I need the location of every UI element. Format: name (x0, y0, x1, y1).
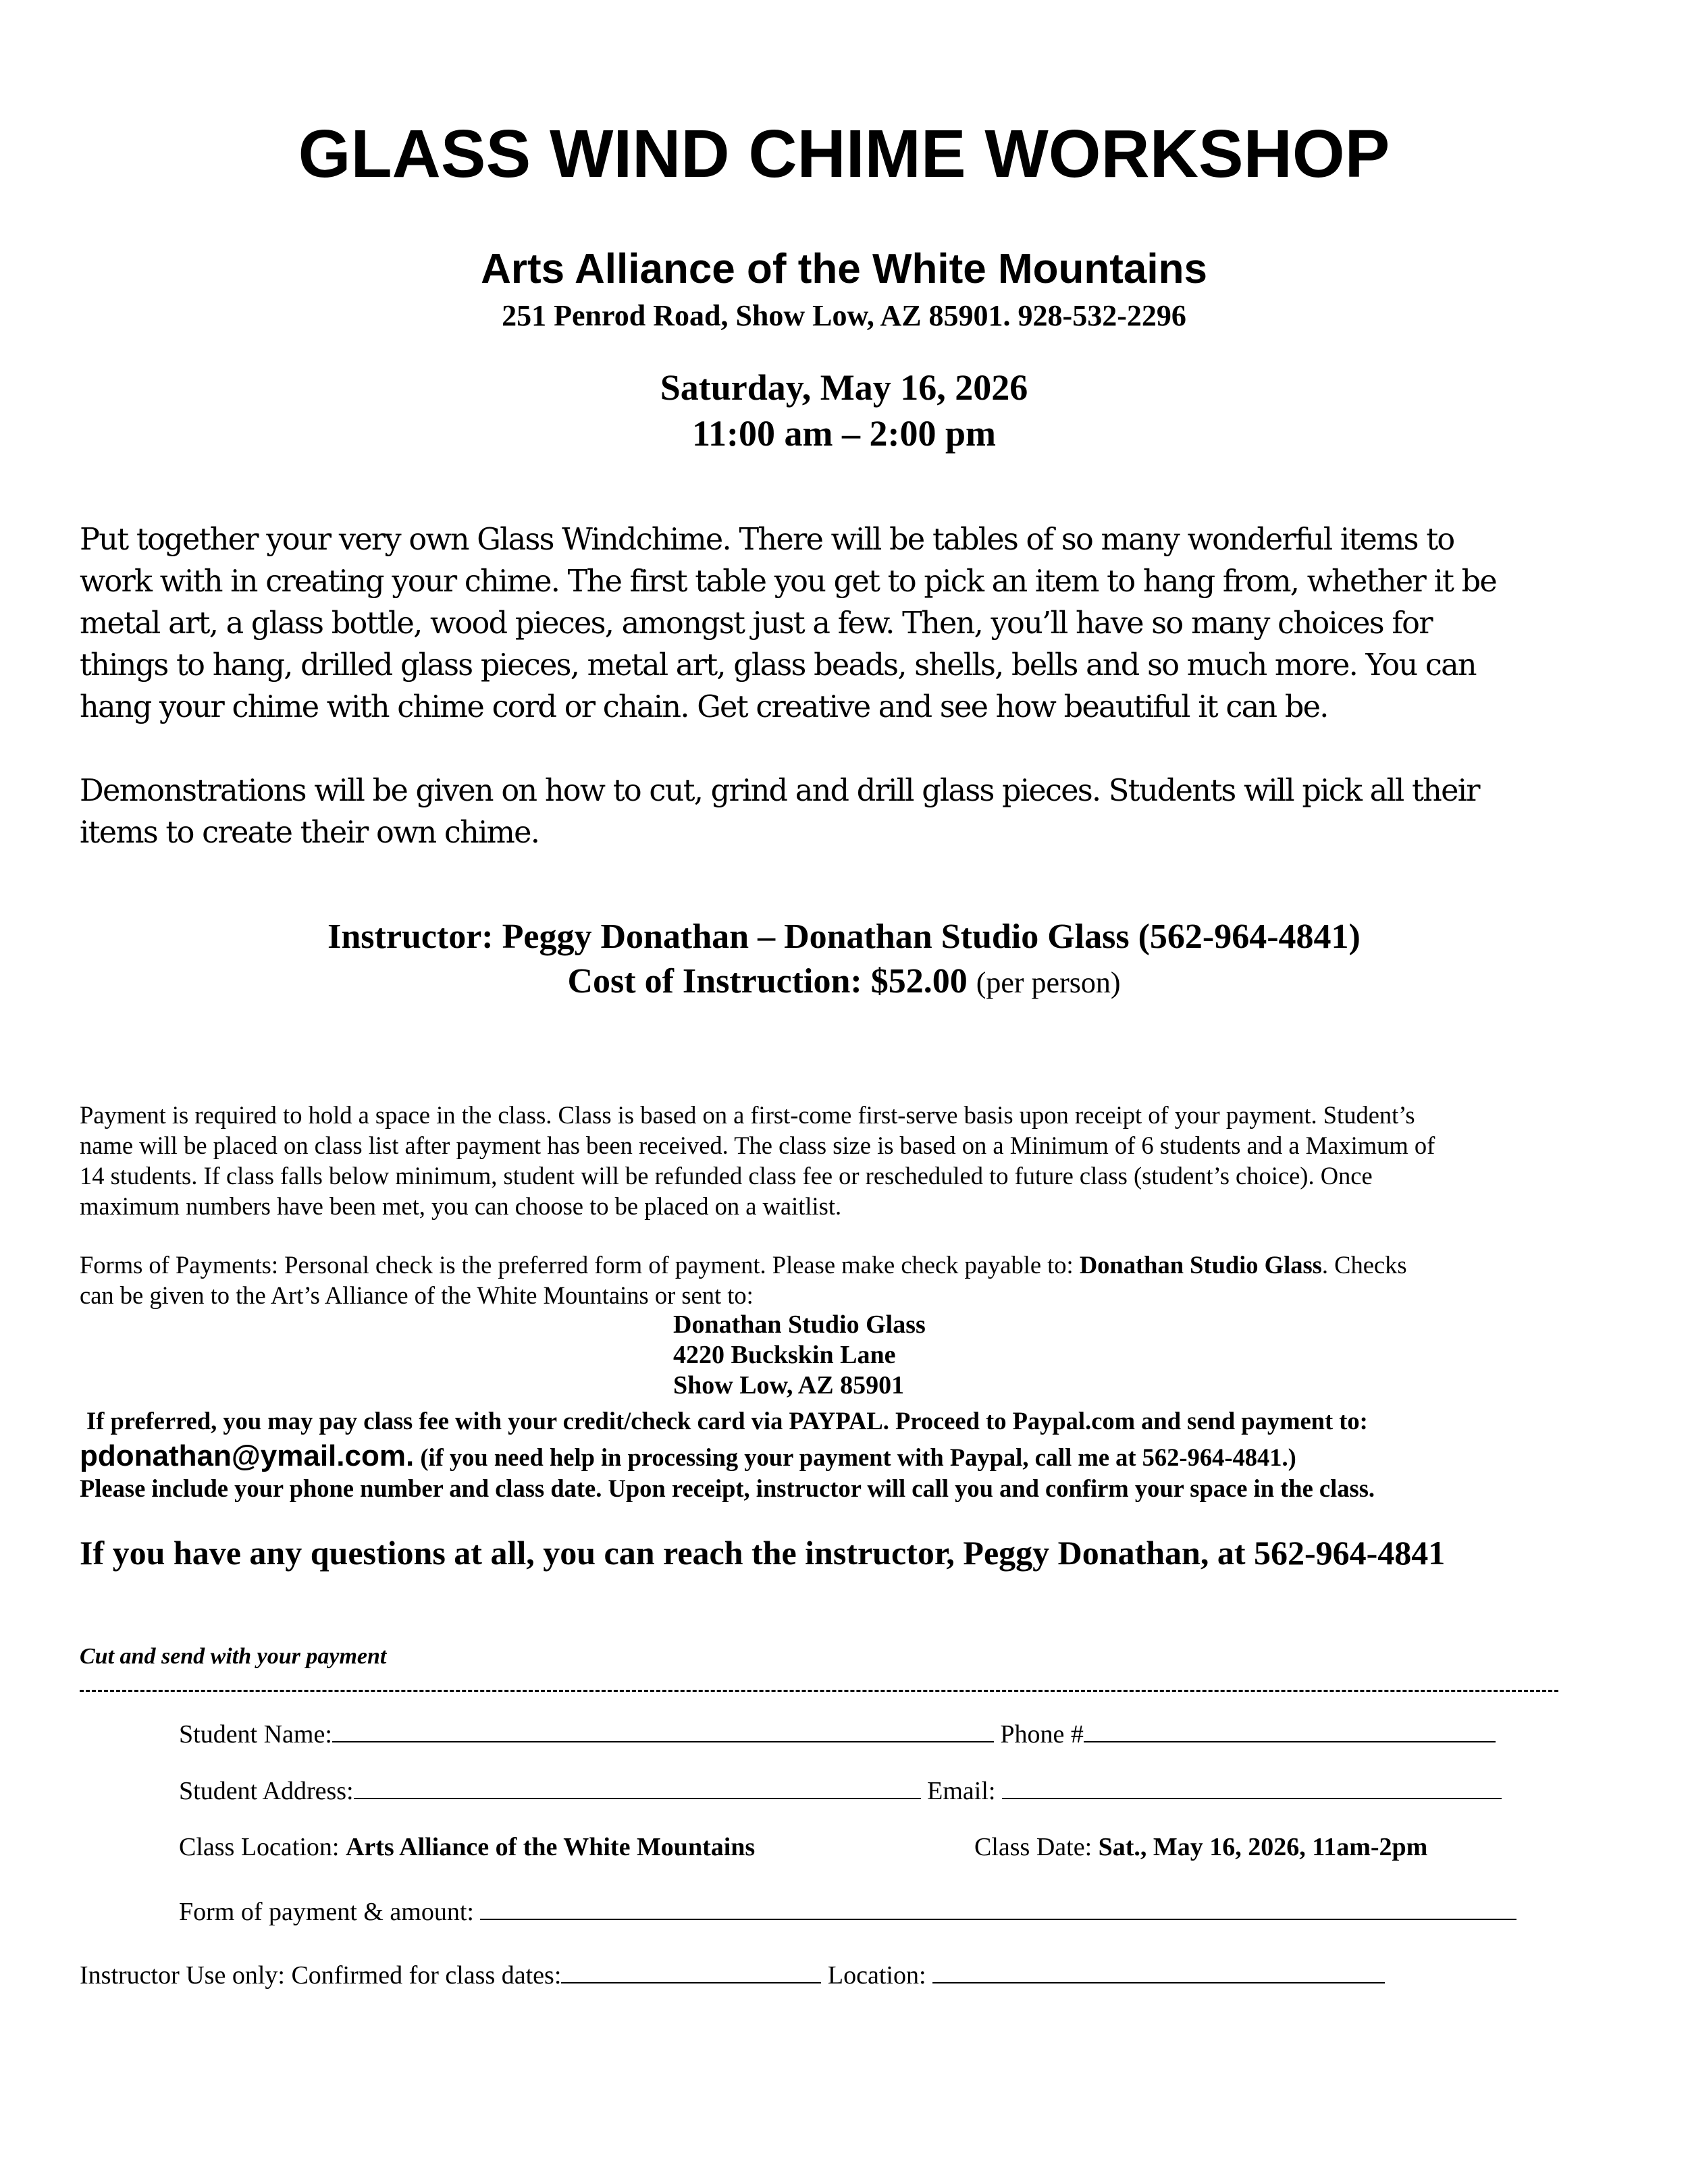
location-label: Location: (827, 1961, 926, 1990)
description-line: Demonstrations will be given on how to cut, grind and drill glass pieces. Students will pick all their (80, 774, 1479, 808)
description-line: Put together your very own Glass Windchime. There will be tables of so many wonderful items to (80, 523, 1454, 557)
cut-label: Cut and send with your payment (80, 1644, 387, 1669)
event-time: 11:00 am – 2:00 pm (692, 413, 996, 454)
forms-intro: Forms of Payments: Personal check is the preferred form of payment. Please make check payable to: (80, 1251, 1074, 1279)
description-line: hang your chime with chime cord or chain. Get creative and see how beautiful it can be. (80, 690, 1328, 724)
payment-forms (80, 1250, 1407, 1310)
paypal-email: pdonathan@ymail.com. (80, 1439, 415, 1472)
class-location-value: Arts Alliance of the White Mountains (345, 1833, 756, 1861)
paypal-help: (if you need help in processing your payment with Paypal, call me at 562-964-4841.) (420, 1443, 1296, 1471)
description-paragraph-2 (80, 770, 1479, 854)
student-address-field[interactable] (354, 1774, 921, 1799)
phone-label: Phone # (1000, 1720, 1084, 1749)
email-label: Email: (927, 1777, 996, 1805)
payable-to: Donathan Studio Glass (1079, 1251, 1322, 1279)
description-line: work with in creating your chime. The first table you get to pick an item to hang from, whether it be (80, 564, 1497, 599)
payment-amount-label: Form of payment & amount: (179, 1898, 474, 1926)
questions-line: If you have any questions at all, you can reach the instructor, Peggy Donathan, at 562-964-4841 (80, 1534, 1446, 1572)
class-location-label: Class Location: (179, 1833, 340, 1861)
description-paragraph-1 (80, 519, 1496, 728)
payment-amount-field[interactable] (480, 1894, 1516, 1920)
policy-line: 14 students. If class falls below minimum, student will be refunded class fee or rescheduled to future class (student’s choice). Once (80, 1162, 1373, 1190)
description-line: items to create their own chime. (80, 816, 539, 850)
cost-line (0, 960, 1688, 1005)
organization-address: 251 Penrod Road, Show Low, AZ 85901. 928-532-2296 (502, 299, 1186, 332)
instructor-line: Instructor: Peggy Donathan – Donathan Studio Glass (562-964-4841) (327, 917, 1361, 956)
policy-line: maximum numbers have been met, you can choose to be placed on a waitlist. (80, 1192, 842, 1220)
include-note: Please include your phone number and class date. Upon receipt, instructor will call you and confirm your space in the class. (80, 1474, 1375, 1502)
description-line: things to hang, drilled glass pieces, metal art, glass beads, shells, bells and so much more. You can (80, 648, 1476, 683)
class-location-row (179, 1830, 755, 1864)
phone-field[interactable] (1084, 1717, 1496, 1742)
mailing-address (673, 1310, 926, 1401)
forms-line-1 (80, 1250, 1407, 1280)
organization-name: Arts Alliance of the White Mountains (481, 246, 1207, 292)
class-date-label: Class Date: (974, 1833, 1092, 1861)
cost-note: (per person) (976, 966, 1121, 999)
paypal-email-line (80, 1441, 1296, 1473)
payment-policy (80, 1100, 1435, 1221)
location-field[interactable] (932, 1958, 1385, 1983)
forms-tail: . Checks (1321, 1251, 1407, 1279)
page-title: GLASS WIND CHIME WORKSHOP (298, 116, 1390, 192)
mailing-address-line: Donathan Studio Glass (673, 1310, 926, 1339)
paypal-line: If preferred, you may pay class fee with your credit/check card via PAYPAL. Proceed to Paypal.com and send payment to: (86, 1407, 1368, 1435)
mailing-address-line: 4220 Buckskin Lane (673, 1341, 896, 1369)
student-name-row (179, 1717, 1496, 1751)
student-name-field[interactable] (332, 1717, 994, 1742)
cut-line-divider (80, 1690, 1558, 1692)
class-date-value: Sat., May 16, 2026, 11am-2pm (1098, 1833, 1428, 1861)
payment-amount-row (179, 1894, 1516, 1929)
email-field[interactable] (1002, 1774, 1502, 1799)
policy-line: Payment is required to hold a space in the class. Class is based on a first-come first-serve basis upon receipt of your payment. Student’s (80, 1101, 1415, 1129)
event-date: Saturday, May 16, 2026 (660, 367, 1028, 408)
instructor-use-row (80, 1958, 1385, 1992)
student-name-label: Student Name: (179, 1720, 332, 1749)
confirmed-dates-field[interactable] (561, 1958, 821, 1983)
forms-line-2: can be given to the Art’s Alliance of the White Mountains or sent to: (80, 1281, 754, 1309)
instructor-use-label: Instructor Use only: Confirmed for class dates: (80, 1961, 562, 1990)
student-address-label: Student Address: (179, 1777, 354, 1805)
description-line: metal art, a glass bottle, wood pieces, amongst just a few. Then, you’ll have so many choices for (80, 606, 1432, 641)
policy-line: name will be placed on class list after payment has been received. The class size is based on a Minimum of 6 students and a Maximum of (80, 1131, 1435, 1159)
class-date-row (974, 1830, 1427, 1864)
student-address-row (179, 1774, 1502, 1808)
cost-label: Cost of Instruction: $52.00 (567, 962, 968, 1001)
mailing-address-line: Show Low, AZ 85901 (673, 1371, 905, 1400)
